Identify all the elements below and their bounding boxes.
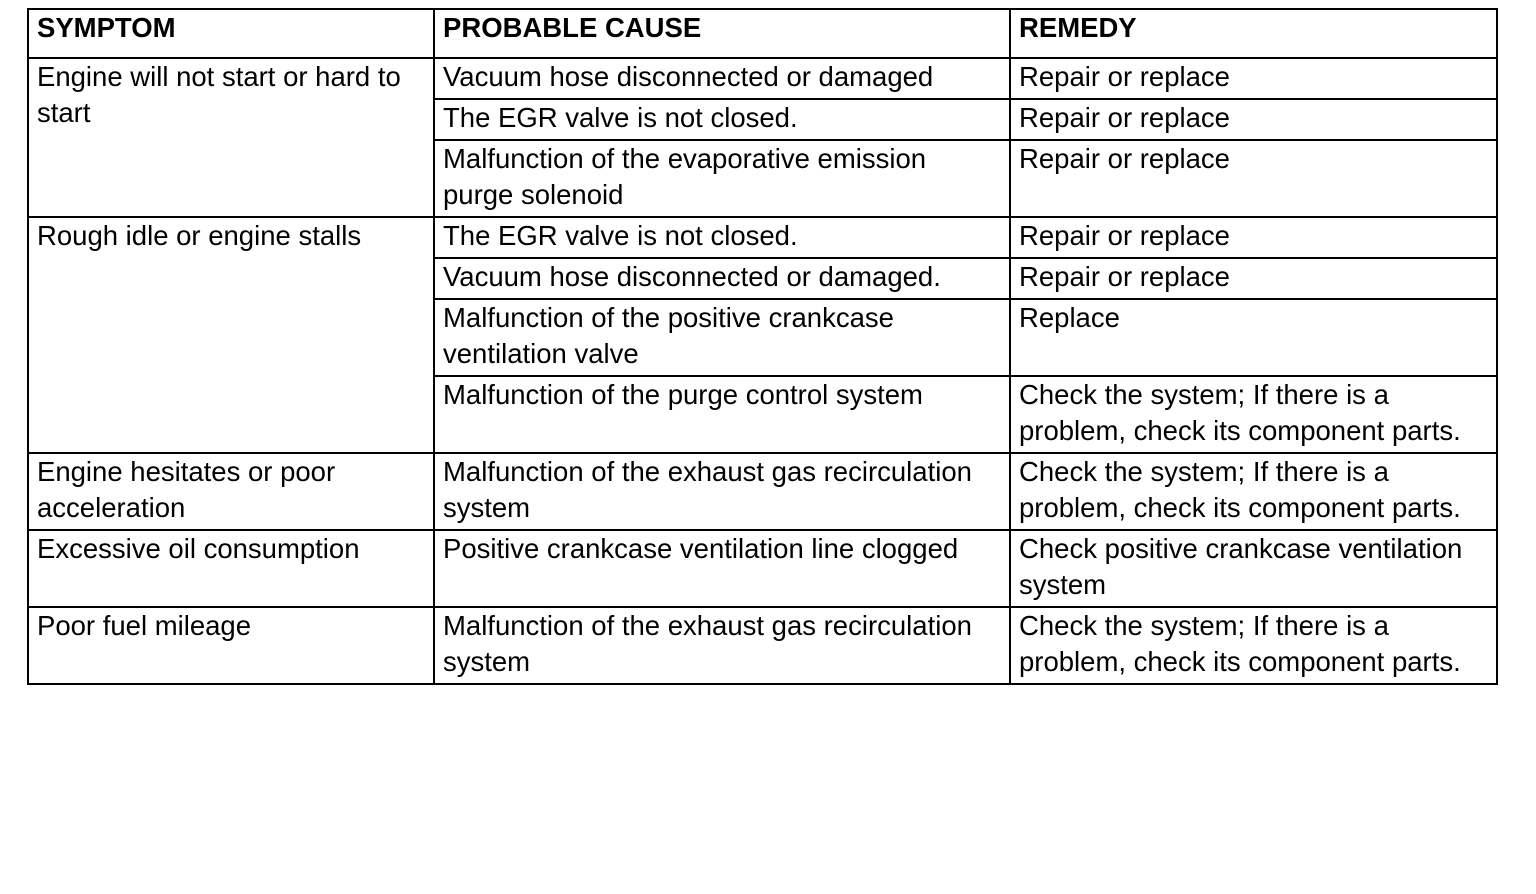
troubleshooting-table <box>27 8 1498 685</box>
remedy-cell: Repair or replace <box>1010 258 1497 299</box>
table-row <box>28 530 1497 607</box>
remedy-cell: Repair or replace <box>1010 99 1497 140</box>
remedy-cell: Repair or replace <box>1010 217 1497 258</box>
cause-cell: Vacuum hose disconnected or damaged. <box>434 258 1010 299</box>
symptom-cell: Rough idle or engine stalls <box>28 217 434 453</box>
header-row <box>28 9 1497 58</box>
symptom-header: SYMPTOM <box>28 9 434 58</box>
symptom-cell: Engine will not start or hard to start <box>28 58 434 217</box>
cause-cell: Vacuum hose disconnected or damaged <box>434 58 1010 99</box>
remedy-cell: Repair or replace <box>1010 140 1497 217</box>
table-row <box>28 453 1497 530</box>
remedy-cell: Check positive crankcase ventilation system <box>1010 530 1497 607</box>
cause-cell: Positive crankcase ventilation line clogged <box>434 530 1010 607</box>
symptom-cell: Excessive oil consumption <box>28 530 434 607</box>
table-row <box>28 217 1497 258</box>
remedy-cell: Check the system; If there is a problem, check its component parts. <box>1010 607 1497 684</box>
symptom-cell: Engine hesitates or poor acceleration <box>28 453 434 530</box>
cause-cell: Malfunction of the positive crankcase ventilation valve <box>434 299 1010 376</box>
cause-cell: Malfunction of the exhaust gas recirculation system <box>434 607 1010 684</box>
remedy-cell: Check the system; If there is a problem, check its component parts. <box>1010 453 1497 530</box>
cause-cell: The EGR valve is not closed. <box>434 217 1010 258</box>
cause-cell: Malfunction of the purge control system <box>434 376 1010 453</box>
remedy-header: REMEDY <box>1010 9 1497 58</box>
table-row <box>28 58 1497 99</box>
symptom-cell: Poor fuel mileage <box>28 607 434 684</box>
table-row <box>28 607 1497 684</box>
cause-cell: Malfunction of the evaporative emission purge solenoid <box>434 140 1010 217</box>
cause-header: PROBABLE CAUSE <box>434 9 1010 58</box>
remedy-cell: Check the system; If there is a problem, check its component parts. <box>1010 376 1497 453</box>
cause-cell: The EGR valve is not closed. <box>434 99 1010 140</box>
cause-cell: Malfunction of the exhaust gas recirculation system <box>434 453 1010 530</box>
remedy-cell: Repair or replace <box>1010 58 1497 99</box>
remedy-cell: Replace <box>1010 299 1497 376</box>
